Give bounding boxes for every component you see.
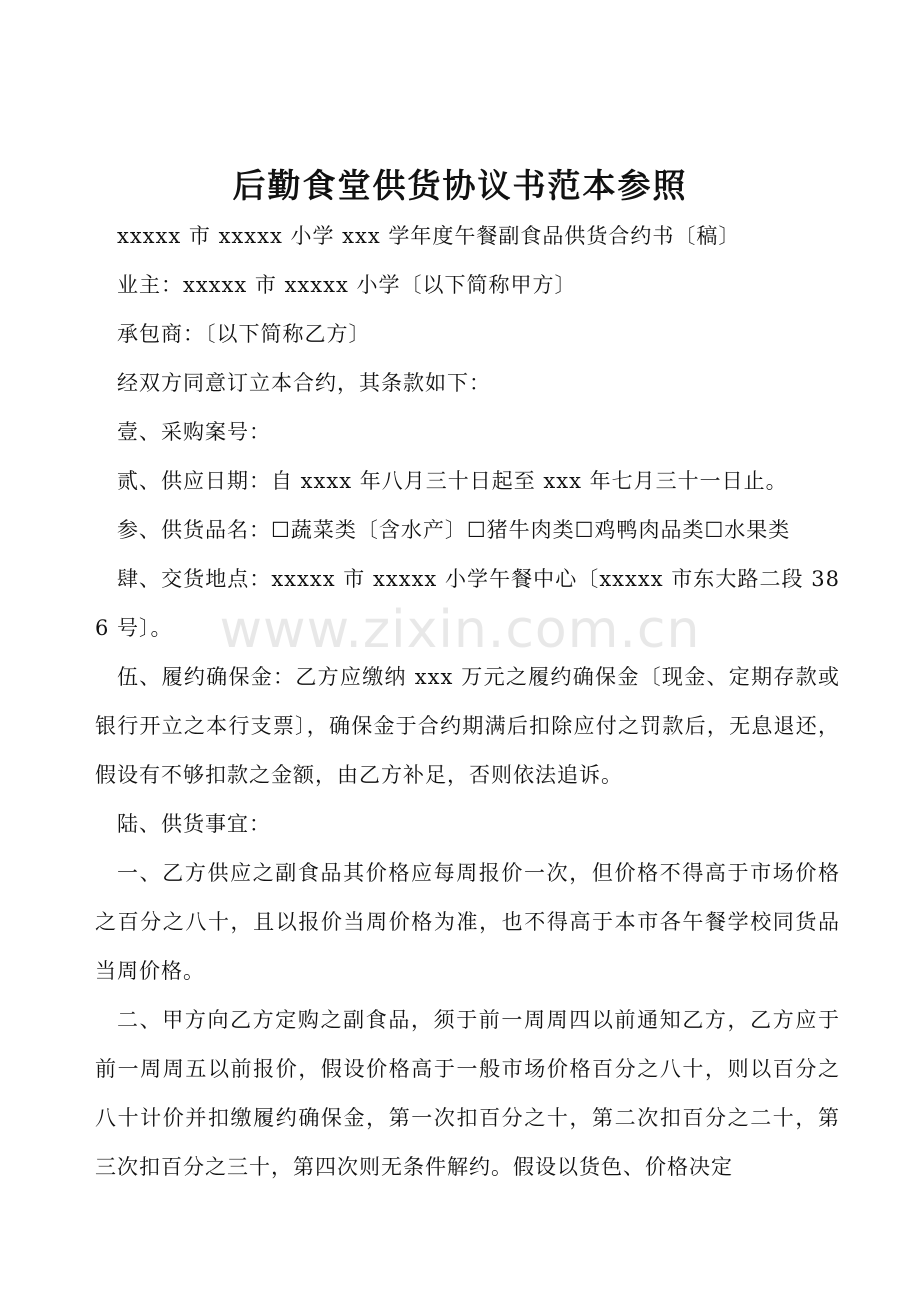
paragraph-clause-two: 二、甲方向乙方定购之副食品，须于前一周周四以前通知乙方，乙方应于前一周周五以前报价，假设价格高于一般市场价格百分之八十，则以百分之八十计价并扣缴履约确保金，第一次扣百分之十，第二次扣百分之二十，第三次扣百分之三十，第四次则无条件解约。假设以货色、价格决定: [95, 1008, 840, 1179]
paragraph-goods-names: 参、供货品名：☐蔬菜类〔含水产〕☐猪牛肉类☐鸡鸭肉品类☐水果类: [117, 518, 791, 542]
paragraph-owner: 业主：xxxxx 市 xxxxx 小学〔以下简称甲方〕: [117, 273, 577, 297]
watermark-text: www.zixin.com.cn: [219, 600, 701, 660]
document-body: [95, 212, 840, 1192]
paragraph-performance-bond: 伍、履约确保金：乙方应缴纳 xxx 万元之履约确保金〔现金、定期存款或银行开立之本行支票〕，确保金于合约期满后扣除应付之罚款后，无息退还，假设有不够扣款之金额，由乙方补足，否则依法追诉。: [95, 665, 840, 787]
paragraph-delivery-location: 肆、交货地点：xxxxx 市 xxxxx 小学午餐中心〔xxxxx 市东大路二段 386 号〕。: [95, 567, 840, 640]
paragraph-clause-one: 一、乙方供应之副食品其价格应每周报价一次，但价格不得高于市场价格之百分之八十，且以报价当周价格为准，也不得高于本市各午餐学校同货品当周价格。: [95, 861, 840, 983]
paragraph-case-number: 壹、采购案号：: [117, 420, 271, 444]
paragraph-contractor: 承包商：〔以下简称乙方〕: [117, 322, 371, 346]
paragraph-agreement-intro: 经双方同意订立本合约，其条款如下：: [117, 371, 491, 395]
paragraph-supply-matters: 陆、供货事宜：: [117, 812, 271, 836]
paragraph-supply-dates: 贰、供应日期：自 xxxx 年八月三十日起至 xxx 年七月三十一日止。: [117, 469, 788, 493]
paragraph-contract-heading: xxxxx 市 xxxxx 小学 xxx 学年度午餐副食品供货合约书〔稿〕: [117, 224, 741, 248]
document-title: 后勤食堂供货协议书范本参照: [232, 166, 688, 205]
